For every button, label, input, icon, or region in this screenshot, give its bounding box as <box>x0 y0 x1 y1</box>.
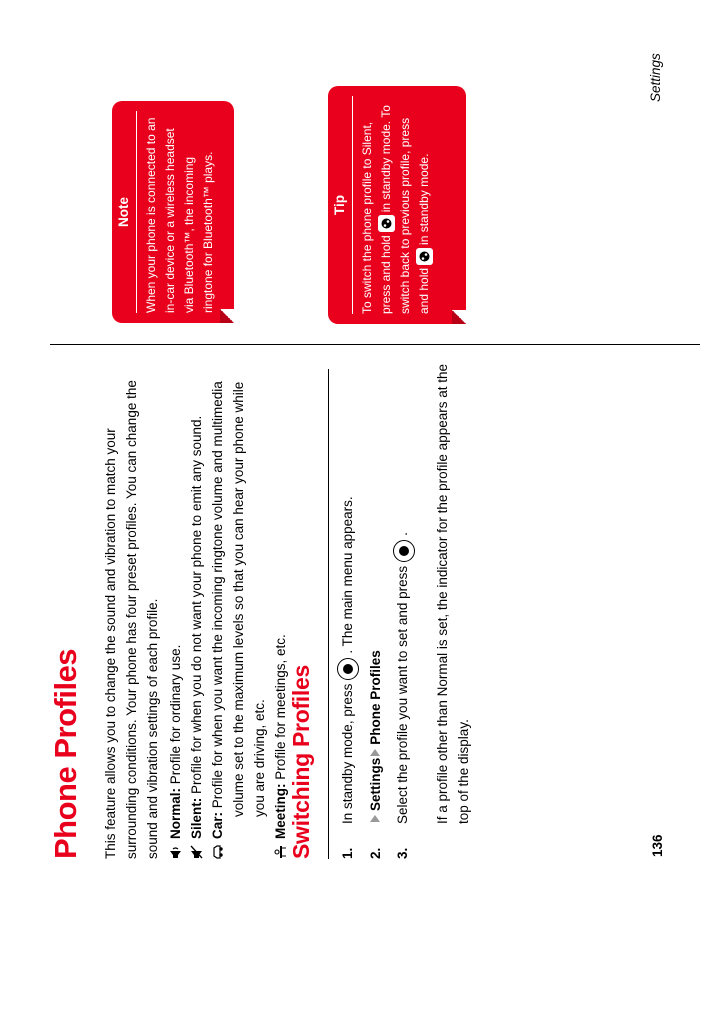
page-fold-corner <box>220 309 234 323</box>
menu-path-item: Phone Profiles <box>368 650 384 745</box>
note-heading: Note <box>116 197 131 227</box>
step-number: 3. <box>395 847 411 859</box>
step-text: Select the profile you want to set and press <box>395 565 411 824</box>
page-fold-corner <box>452 310 466 324</box>
profile-description-continued: volume set to the maximum levels so that you can hear your phone while you are driving, etc. <box>231 381 267 817</box>
section-heading: Switching Profiles <box>288 665 314 859</box>
vertical-divider <box>50 344 700 345</box>
profile-description: Profile for when you want the incoming ringtone volume and multimedia <box>210 381 225 812</box>
profile-label: Car: <box>210 811 225 839</box>
profile-item-car <box>207 364 270 859</box>
tip-text-part: in standby mode. To switch back to previous profile, press and hold <box>379 105 431 314</box>
tip-callout <box>328 86 466 324</box>
divider <box>328 369 329 859</box>
step-number: 1. <box>340 847 355 859</box>
note-callout <box>112 101 234 323</box>
step-item <box>337 364 359 859</box>
step-item <box>392 364 414 859</box>
step-text: . The main menu appears. <box>340 496 355 654</box>
page-number: 136 <box>650 834 665 857</box>
profile-label: Normal: <box>168 787 183 839</box>
profile-description: Profile for when you do not want your phone to emit any sound. <box>189 415 204 798</box>
step-text: . <box>395 532 411 536</box>
center-key-icon <box>337 658 359 680</box>
silent-key-icon <box>378 215 395 232</box>
profile-description: Profile for meetings, etc. <box>273 634 288 784</box>
muted-speaker-icon <box>190 845 203 859</box>
tip-heading: Tip <box>332 195 347 215</box>
center-key-icon <box>393 540 415 562</box>
tip-text-part: To switch the phone profile to Silent, press and hold <box>360 121 393 314</box>
profile-item-silent <box>186 364 207 859</box>
profile-list <box>165 364 291 859</box>
menu-path-arrow-icon <box>370 749 380 756</box>
tip-text-part: in standby mode. <box>417 153 431 245</box>
profile-label: Meeting: <box>273 783 288 839</box>
speaker-icon <box>169 845 182 859</box>
meeting-icon <box>274 845 287 859</box>
step-note: If a profile other than Normal is set, the indicator for the profile appears at the top of the display. <box>435 364 471 824</box>
note-text: When your phone is connected to an in-car device or a wireless headset via Bluetooth™, the incoming ringtone for Bluetooth™ plays. <box>144 117 215 313</box>
menu-path-arrow-icon <box>370 815 380 822</box>
profile-description: Profile for ordinary use. <box>168 644 183 788</box>
car-icon <box>211 845 224 859</box>
profile-label: Silent: <box>189 797 204 839</box>
intro-paragraph: This feature allows you to change the sound and vibration to match your surrounding conditions. Your phone has four preset profiles. You can change the sound and vibration settings of each profile. <box>103 380 160 859</box>
step-item <box>365 364 386 859</box>
step-text: In standby mode, press <box>340 683 355 824</box>
step-number: 2. <box>368 847 384 859</box>
silent-key-icon <box>416 248 433 265</box>
profile-item-normal <box>165 364 186 859</box>
page-title: Phone Profiles <box>48 648 83 859</box>
section-name: Settings <box>648 53 663 102</box>
steps-list <box>337 364 421 859</box>
tip-text <box>353 86 434 324</box>
menu-path-item: Settings <box>368 757 384 811</box>
